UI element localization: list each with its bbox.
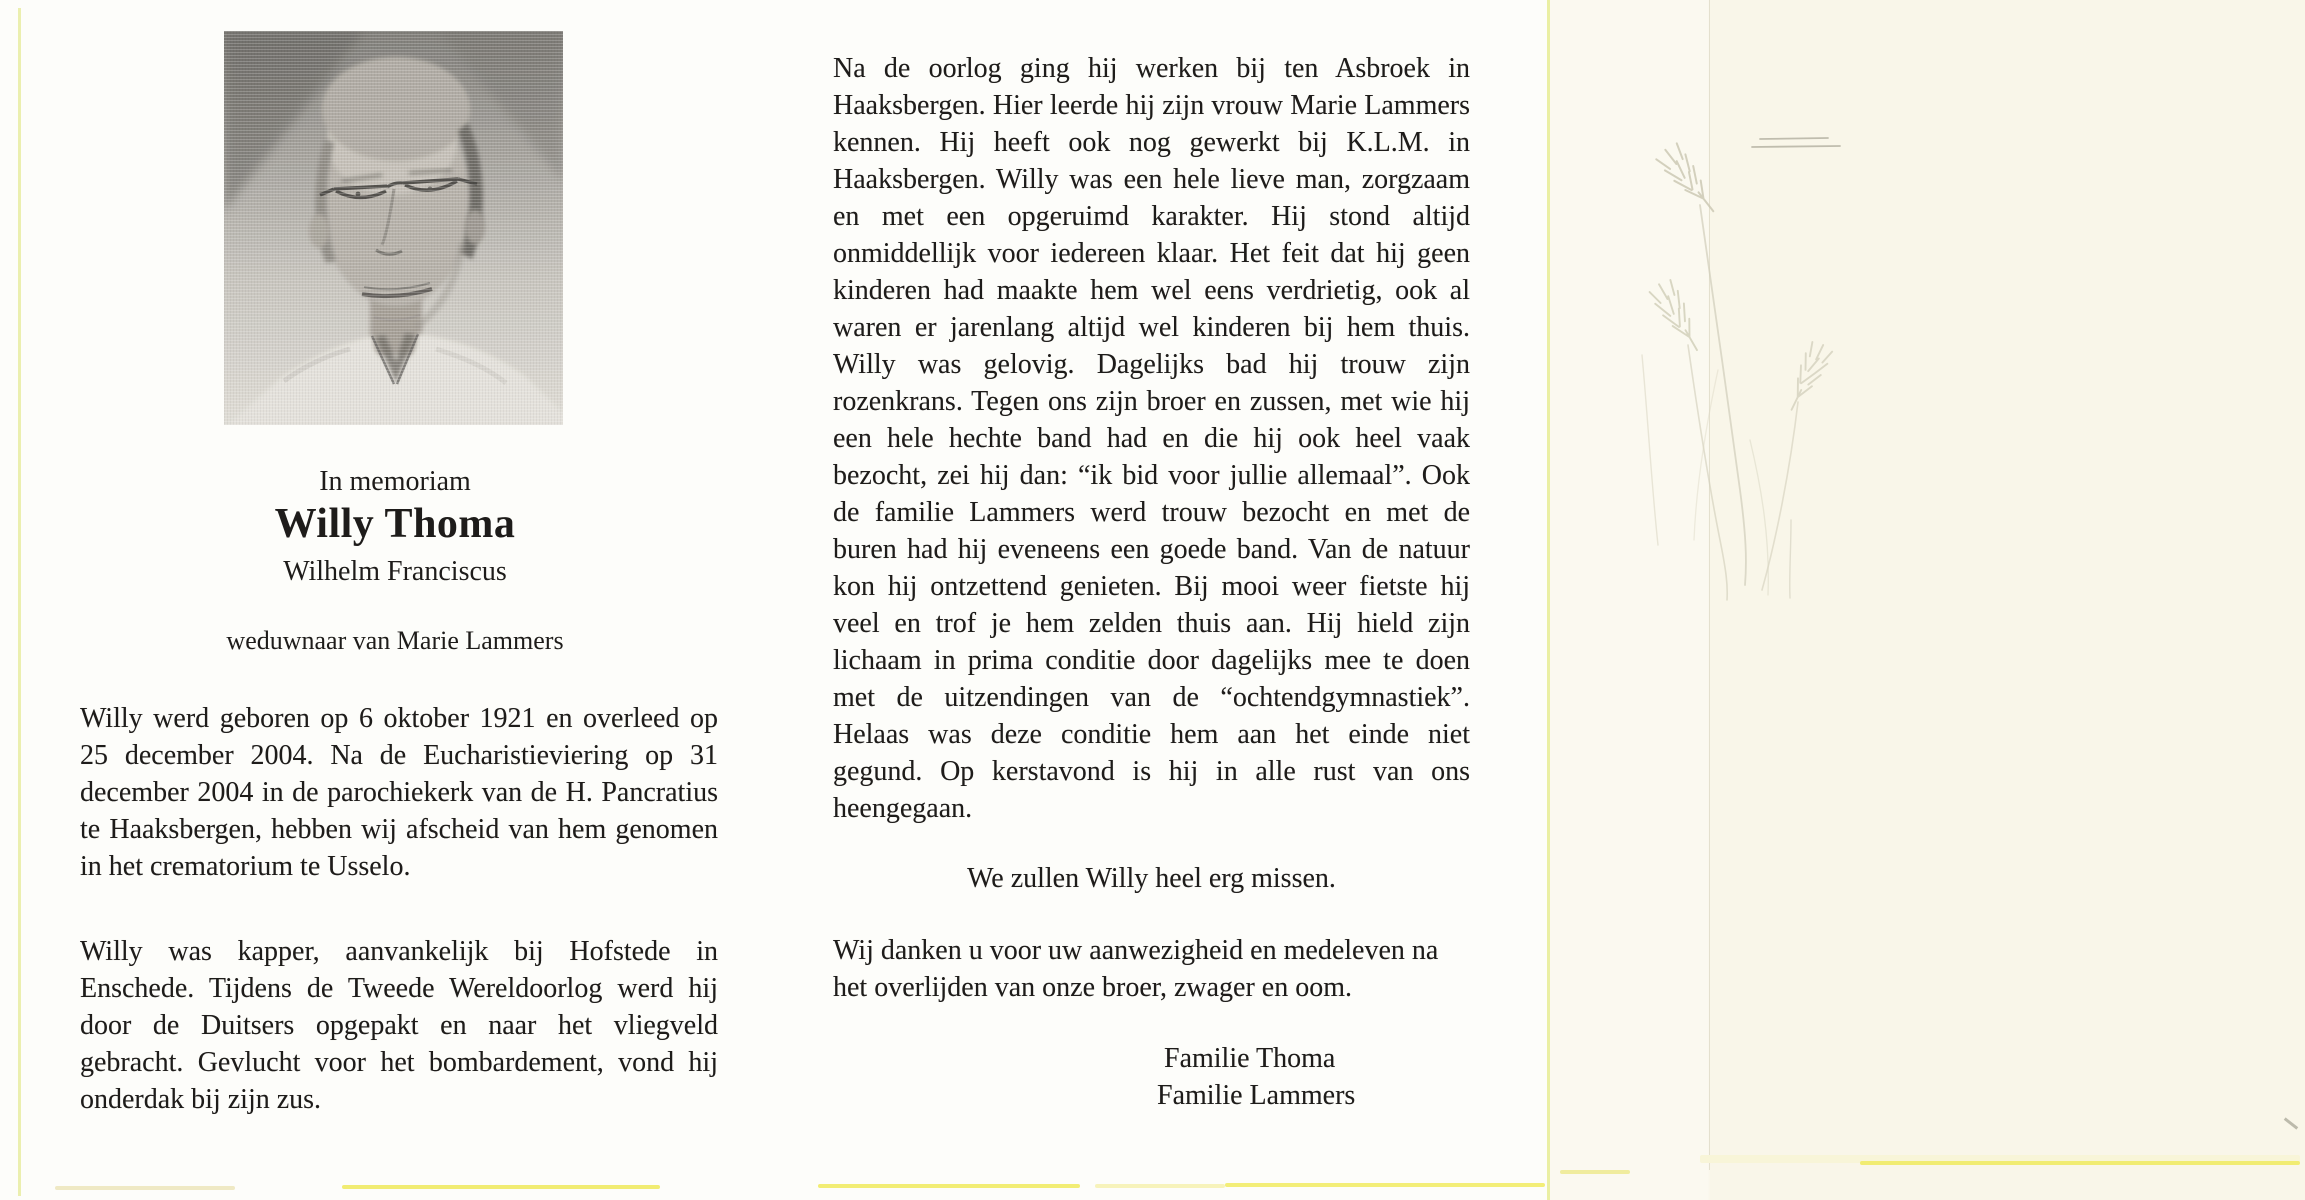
scan-edge-segment <box>818 1184 1080 1188</box>
portrait-photo <box>224 31 563 425</box>
signature-line: Familie Lammers <box>1157 1080 1356 1111</box>
card-fold-line <box>1547 0 1550 1200</box>
scan-edge-segment <box>1095 1184 1225 1188</box>
cover-motif <box>1600 70 1860 630</box>
deceased-name: Willy Thoma <box>274 501 516 547</box>
relation-line: weduwnaar van Marie Lammers <box>226 626 564 655</box>
scan-edge-segment <box>55 1186 235 1190</box>
scan-edge-segment <box>1560 1170 1630 1174</box>
thanks-paragraph: Wij danken u voor uw aanwezigheid en medeleven na het overlijden van onze broer, zwager en oom. <box>833 935 1439 1003</box>
bio-paragraph-2: Willy was kapper, aanvankelijk bij Hofstede in Enschede. Tijdens de Tweede Wereldoorlog werd hij door de Duitsers opgepakt en naar het vliegveld gebracht. Gevlucht voor het bombardement, vond hij onderdak bij zijn zus. <box>80 936 718 1115</box>
scan-edge-segment <box>342 1185 660 1189</box>
signature-block <box>1157 1040 1477 1114</box>
signature-line: Familie Thoma <box>1164 1043 1336 1074</box>
scan-edge-segment <box>1225 1183 1545 1187</box>
cross-and-wheat-art <box>1600 70 1860 630</box>
memoriam-label: In memoriam <box>319 466 471 497</box>
bio-paragraph-1: Willy werd geboren op 6 oktober 1921 en overleed op 25 december 2004. Na de Eucharistieviering op 31 december 2004 in de parochiekerk van de H. Pancratius te Haaksbergen, hebben wij afscheid van hem genomen in het crematorium te Usselo. <box>80 703 718 882</box>
scan-edge-line-left <box>18 8 21 1196</box>
farewell-line: We zullen Willy heel erg missen. <box>967 863 1336 894</box>
scan-edge-segment <box>1860 1161 2300 1165</box>
biography-paragraph: Na de oorlog ging hij werken bij ten Asbroek in Haaksbergen. Hier leerde hij zijn vrouw Marie Lammers kennen. Hij heeft ook nog gewerkt bij K.L.M. in Haaksbergen. Willy was een hele lieve man, zorgzaam en met een opgeruimd karakter. Hij stond altijd onmiddellijk voor iedereen klaar. Het feit dat hij geen kinderen had maakte hem wel eens verdrietig, ook al waren er jarenlang altijd wel kinderen bij hem thuis. Willy was gelovig. Dagelijks bad hij trouw zijn rozenkrans. Tegen ons zijn broer en zussen, met wie hij een hele hechte band had en die hij ook heel vaak bezocht, zei hij dan: “ik bid voor jullie allemaal”. Ook de familie Lammers werd trouw bezocht en met de buren had hij eveneens een goede band. Van de natuur kon hij ontzettend genieten. Bij mooi weer fietste hij veel en trof je hem zelden thuis aan. Hij hield zijn lichaam in prima conditie door dagelijks mee te doen met de uitzendingen van de “ochtendgymnastiek”. Helaas was deze conditie hem aan het einde niet gegund. Op kerstavond is hij in alle rust van ons heengegaan. <box>833 53 1470 824</box>
wheat-sprigs-icon <box>1642 142 1834 600</box>
birth-name: Wilhelm Franciscus <box>283 556 507 587</box>
